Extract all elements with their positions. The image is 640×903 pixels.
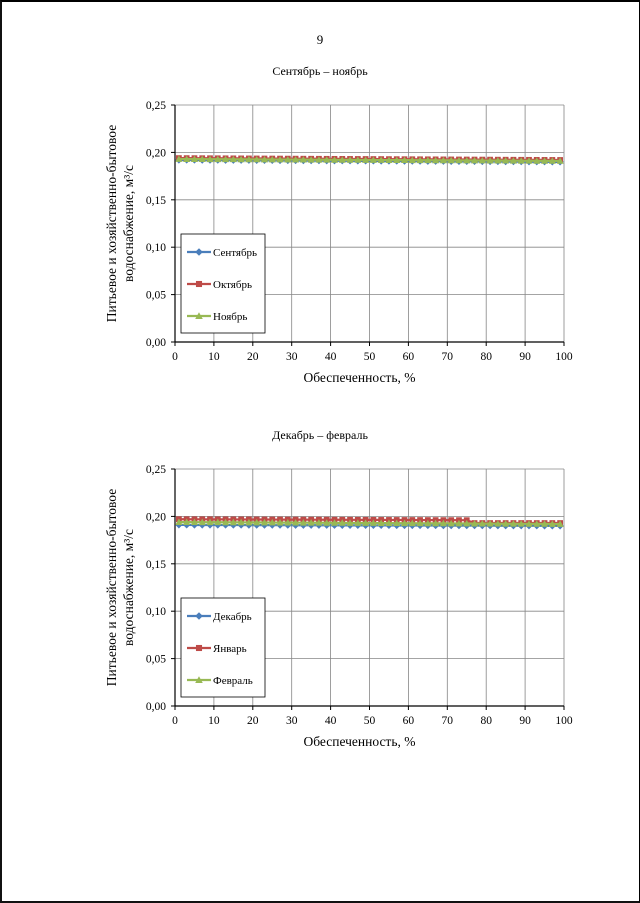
chart-dec-feb (0, 456, 640, 786)
x-tick-label: 20 (247, 351, 259, 363)
x-axis-title: Обеспеченность, % (303, 734, 416, 749)
x-tick-label: 80 (480, 351, 492, 363)
y-tick-label: 0,10 (145, 606, 166, 619)
y-axis-title-line1: Питьевое и хозяйственно-бытовое (104, 124, 119, 323)
x-tick-label: 70 (441, 715, 454, 727)
x-tick-label: 60 (402, 715, 415, 727)
legend (181, 234, 265, 333)
legend-label: Сентябрь (213, 247, 258, 259)
legend-label: Февраль (213, 675, 253, 687)
y-tick-label: 0,10 (145, 242, 166, 255)
y-axis-title-line2: водоснабжение, м³/с (121, 528, 136, 647)
x-tick-label: 100 (555, 715, 573, 727)
y-tick-label: 0,15 (145, 194, 166, 207)
y-tick-label: 0,15 (145, 558, 166, 571)
x-tick-label: 90 (519, 715, 531, 727)
y-tick-label: 0,25 (145, 100, 166, 112)
x-tick-label: 60 (402, 351, 415, 363)
x-tick-label: 0 (172, 351, 178, 363)
x-tick-label: 10 (208, 715, 220, 727)
legend-label: Декабрь (213, 611, 252, 623)
y-tick-label: 0,00 (145, 337, 166, 349)
x-tick-label: 30 (285, 715, 298, 727)
chart-title: Сентябрь – ноябрь (272, 64, 368, 78)
y-axis-title-line2: водоснабжение, м³/с (121, 164, 136, 283)
x-axis-title: Обеспеченность, % (303, 370, 416, 385)
x-tick-label: 20 (247, 715, 259, 727)
x-tick-label: 80 (480, 715, 492, 727)
y-tick-label: 0,20 (145, 147, 166, 160)
x-tick-label: 70 (441, 351, 454, 363)
x-tick-label: 100 (555, 351, 573, 363)
legend (181, 598, 265, 697)
x-tick-label: 0 (172, 715, 178, 727)
legend-label: Октябрь (213, 279, 252, 291)
y-tick-label: 0,05 (145, 289, 166, 302)
x-tick-label: 10 (208, 351, 220, 363)
legend-label: Январь (213, 643, 247, 655)
x-tick-label: 40 (324, 351, 337, 363)
y-axis-title-line1: Питьевое и хозяйственно-бытовое (104, 488, 119, 687)
x-tick-label: 30 (285, 351, 298, 363)
y-tick-label: 0,05 (145, 653, 166, 666)
x-tick-label: 40 (324, 715, 337, 727)
legend-marker (196, 645, 202, 651)
x-tick-label: 90 (519, 351, 531, 363)
x-tick-label: 50 (363, 715, 376, 727)
y-tick-label: 0,25 (145, 464, 166, 476)
y-tick-label: 0,20 (145, 511, 166, 524)
page-number: 9 (316, 32, 324, 47)
legend-label: Ноябрь (213, 311, 248, 323)
chart-title: Декабрь – февраль (272, 428, 368, 442)
chart-sept-nov (0, 92, 640, 422)
y-tick-label: 0,00 (145, 701, 166, 713)
x-tick-label: 50 (363, 351, 376, 363)
legend-marker (196, 281, 202, 287)
